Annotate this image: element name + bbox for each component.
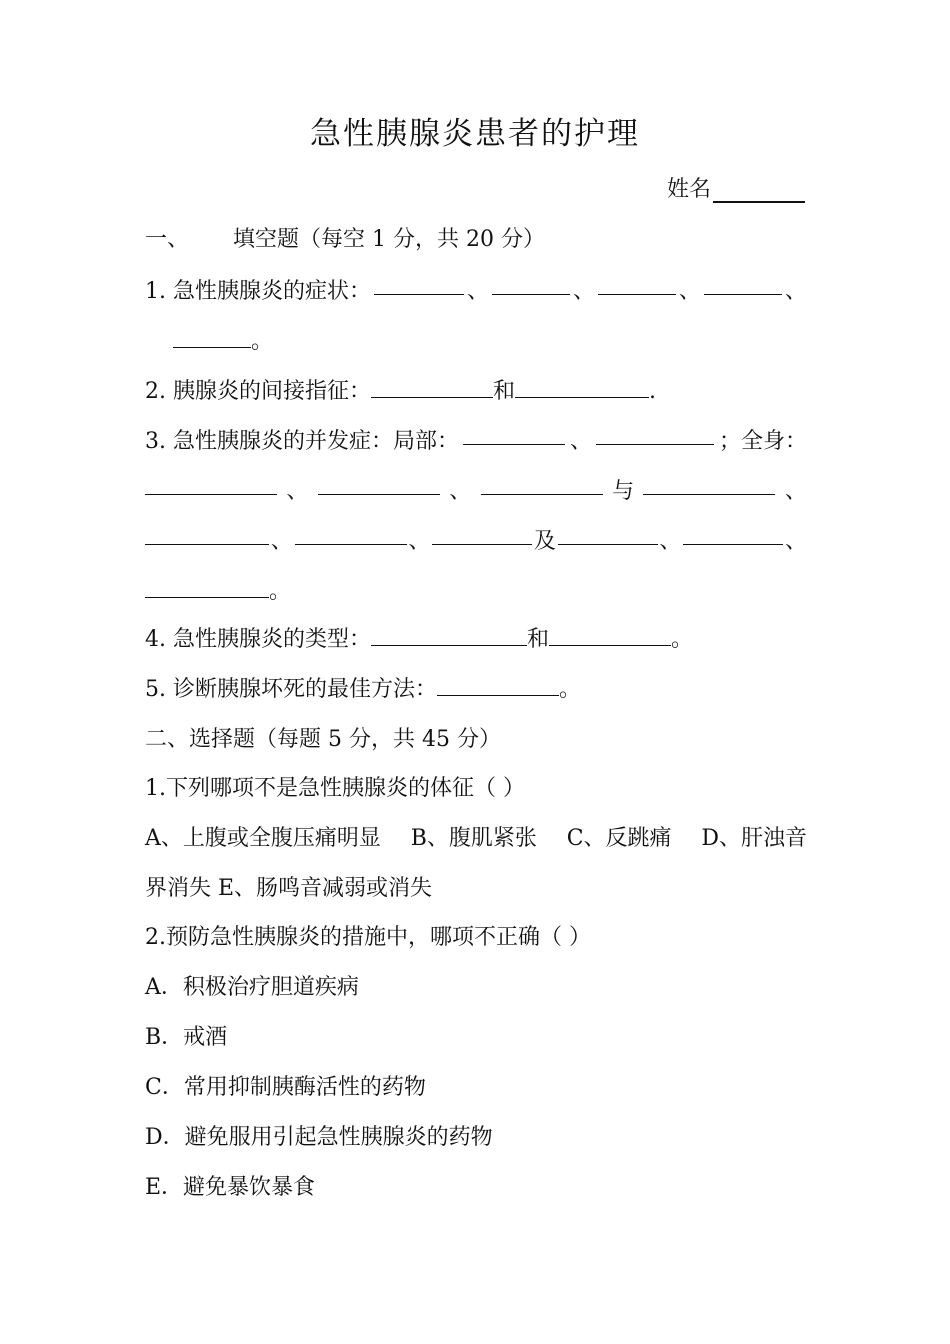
separator: 、 bbox=[678, 279, 701, 304]
fill-q3-blank-4[interactable] bbox=[318, 474, 440, 495]
section2-heading: 二、选择题（每题 5 分，共 45 分） bbox=[145, 727, 501, 752]
period: 。 bbox=[251, 329, 274, 354]
fill-q3-blank-5[interactable] bbox=[481, 474, 603, 495]
period: 。 bbox=[558, 677, 581, 702]
fill-q3-blank-6[interactable] bbox=[643, 474, 775, 495]
fill-question-1-cont bbox=[173, 324, 273, 355]
fill-q1-text: 1. 急性胰腺炎的症状： bbox=[145, 279, 371, 304]
fill-q3-whole-label: ；全身： bbox=[718, 429, 807, 454]
section1-heading bbox=[145, 222, 545, 253]
fill-q2-blank-1[interactable] bbox=[371, 377, 493, 398]
period: 。 bbox=[671, 627, 694, 652]
name-blank[interactable] bbox=[713, 177, 805, 203]
separator: 、 bbox=[569, 429, 592, 454]
fill-q3-blank-11[interactable] bbox=[683, 524, 783, 545]
fill-q3-blank-12[interactable] bbox=[145, 577, 269, 598]
fill-q1-blank-1[interactable] bbox=[374, 274, 464, 295]
section1-heading-text: 填空题（每空 1 分，共 20 分） bbox=[233, 227, 545, 252]
separator: 、 bbox=[784, 279, 807, 304]
name-field bbox=[667, 172, 805, 203]
fill-q5-blank-1[interactable] bbox=[437, 675, 559, 696]
fill-q4-blank-2[interactable] bbox=[549, 625, 671, 646]
fill-question-5 bbox=[145, 672, 581, 703]
and-text: 和 bbox=[526, 627, 549, 652]
fill-q4-blank-1[interactable] bbox=[371, 625, 527, 646]
fill-q3-blank-8[interactable] bbox=[295, 524, 407, 545]
fill-question-3 bbox=[145, 424, 807, 455]
choice-question-1: 1.下列哪项不是急性胰腺炎的体征（ ） bbox=[145, 776, 525, 801]
and-text: 和 bbox=[492, 379, 515, 404]
period: . bbox=[649, 379, 656, 404]
fill-q5-text: 5. 诊断胰腺坏死的最佳方法： bbox=[145, 677, 437, 702]
fill-q3-blank-1[interactable] bbox=[463, 424, 565, 445]
fill-question-4 bbox=[145, 622, 693, 653]
fill-q2-blank-2[interactable] bbox=[515, 377, 649, 398]
and-text: 与 bbox=[612, 479, 635, 504]
separator: 、 bbox=[466, 279, 489, 304]
fill-q3-text: 3. 急性胰腺炎的并发症：局部： bbox=[145, 429, 459, 454]
fill-q3-blank-7[interactable] bbox=[145, 524, 269, 545]
separator: 、 bbox=[572, 279, 595, 304]
separator: 、 bbox=[449, 479, 472, 504]
separator: 、 bbox=[784, 479, 807, 504]
fill-question-3-cont-1 bbox=[145, 474, 807, 505]
fill-q1-blank-5[interactable] bbox=[173, 327, 251, 348]
fill-q1-blank-3[interactable] bbox=[598, 274, 676, 295]
fill-q3-blank-3[interactable] bbox=[145, 474, 277, 495]
name-label: 姓名 bbox=[666, 177, 711, 202]
fill-q1-blank-4[interactable] bbox=[704, 274, 782, 295]
page-title: 急性胰腺炎患者的护理 bbox=[310, 116, 640, 152]
choice-q1-option-e[interactable]: 界消失 E、肠鸣音减弱或消失 bbox=[145, 876, 433, 901]
choice-question-1-options bbox=[145, 821, 807, 852]
fill-q3-blank-2[interactable] bbox=[596, 424, 714, 445]
and-text: 及 bbox=[533, 529, 556, 554]
choice-q2-option-d[interactable]: D．避免服用引起急性胰腺炎的药物 bbox=[145, 1125, 493, 1150]
separator: 、 bbox=[784, 529, 807, 554]
choice-q2-option-e[interactable]: E．避免暴饮暴食 bbox=[145, 1175, 316, 1200]
separator: 、 bbox=[286, 479, 309, 504]
choice-q1-option-c[interactable]: C、反跳痛 bbox=[566, 826, 672, 851]
choice-q1-option-b[interactable]: B、腹肌紧张 bbox=[410, 826, 537, 851]
fill-question-1 bbox=[145, 274, 807, 305]
choice-q2-option-a[interactable]: A．积极治疗胆道疾病 bbox=[145, 975, 359, 1000]
fill-question-3-cont-2 bbox=[145, 524, 807, 555]
fill-q3-blank-10[interactable] bbox=[558, 524, 658, 545]
fill-question-2 bbox=[145, 374, 656, 405]
fill-q3-blank-9[interactable] bbox=[432, 524, 532, 545]
separator: 、 bbox=[270, 529, 293, 554]
separator: 、 bbox=[659, 529, 682, 554]
fill-q4-text: 4. 急性胰腺炎的类型： bbox=[145, 627, 371, 652]
choice-q1-option-a[interactable]: A、上腹或全腹压痛明显 bbox=[145, 826, 381, 851]
period: 。 bbox=[269, 579, 292, 604]
choice-question-2: 2.预防急性胰腺炎的措施中，哪项不正确（ ） bbox=[145, 925, 591, 950]
fill-question-3-cont-3 bbox=[145, 574, 291, 605]
choice-q2-option-c[interactable]: C．常用抑制胰酶活性的药物 bbox=[145, 1075, 426, 1100]
choice-q2-option-b[interactable]: B．戒酒 bbox=[145, 1025, 228, 1050]
fill-q1-blank-2[interactable] bbox=[492, 274, 570, 295]
separator: 、 bbox=[408, 529, 431, 554]
fill-q2-text: 2. 胰腺炎的间接指征： bbox=[145, 379, 371, 404]
section1-heading-num: 一、 bbox=[145, 227, 190, 252]
choice-q1-option-d[interactable]: D、肝浊音 bbox=[701, 826, 807, 851]
